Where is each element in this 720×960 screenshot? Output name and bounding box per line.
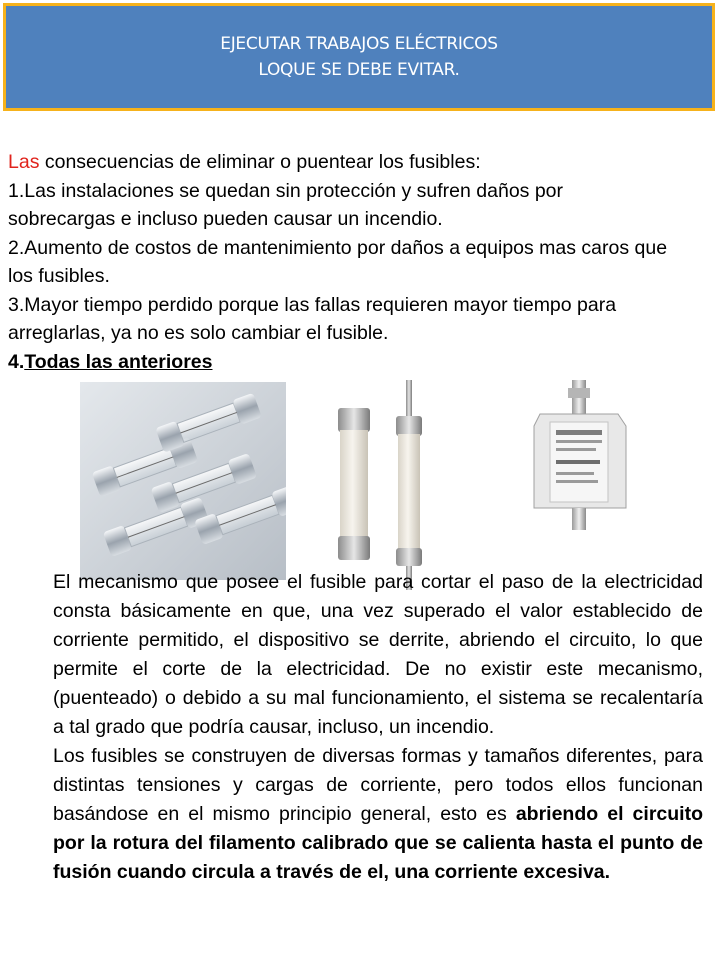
nh-fuse-image — [520, 380, 640, 530]
intro-lead-red: Las — [8, 151, 40, 173]
title-line-1: EJECUTAR TRABAJOS ELÉCTRICOS — [220, 34, 498, 54]
intro-lead-rest: consecuencias de eliminar o puentear los fusibles: — [39, 151, 481, 173]
list-item-1: 1.Las instalaciones se quedan sin protección y sufren daños por sobrecargas e incluso pueden causar un incendio. — [8, 179, 564, 230]
list-item-4-number: 4. — [8, 350, 25, 373]
paragraph-construction-bold: abriendo el circuito por la rotura del filamento calibrado que se calienta hasta el punto de fusión cuando circula a través de el, una corriente excesiva. — [53, 803, 703, 883]
title-banner — [3, 3, 715, 111]
paragraph-mechanism: El mecanismo que posee el fusible para cortar el paso de la electricidad consta básicamente en que, una vez superado el valor establecido de corriente permitido, el dispositivo se derrite, abriendo el circuito, lo que permite el corte de la electricidad. De no existir este mecanismo, (puenteado) o debido a su mal funcionamiento, el sistema se recalentaría a tal grado que podría causar, incluso, un incendio. — [53, 571, 703, 738]
paragraph-construction — [53, 742, 703, 887]
fuse-explanation — [53, 568, 703, 887]
paragraph-construction-plain: Los fusibles se construyen de diversas formas y tamaños diferentes, para distintas tensiones y cargas de corriente, pero todos ellos funcionan basándose en el mismo principio general, esto es — [53, 745, 703, 825]
list-item-4-text: Todas las anteriores — [24, 350, 213, 373]
intro-lead — [8, 148, 668, 177]
list-item-3: 3.Mayor tiempo perdido porque las fallas requieren mayor tiempo para arreglarlas, ya no es solo cambiar el fusible. — [8, 293, 617, 344]
title-line-2: LOQUE SE DEBE EVITAR. — [258, 60, 460, 80]
ceramic-fuses-image — [318, 380, 448, 590]
consequences-list — [8, 148, 668, 376]
list-item-2: 2.Aumento de costos de mantenimiento por daños a equipos mas caros que los fusibles. — [8, 236, 668, 287]
list-item-4 — [8, 348, 668, 377]
glass-fuses-image — [80, 382, 286, 580]
